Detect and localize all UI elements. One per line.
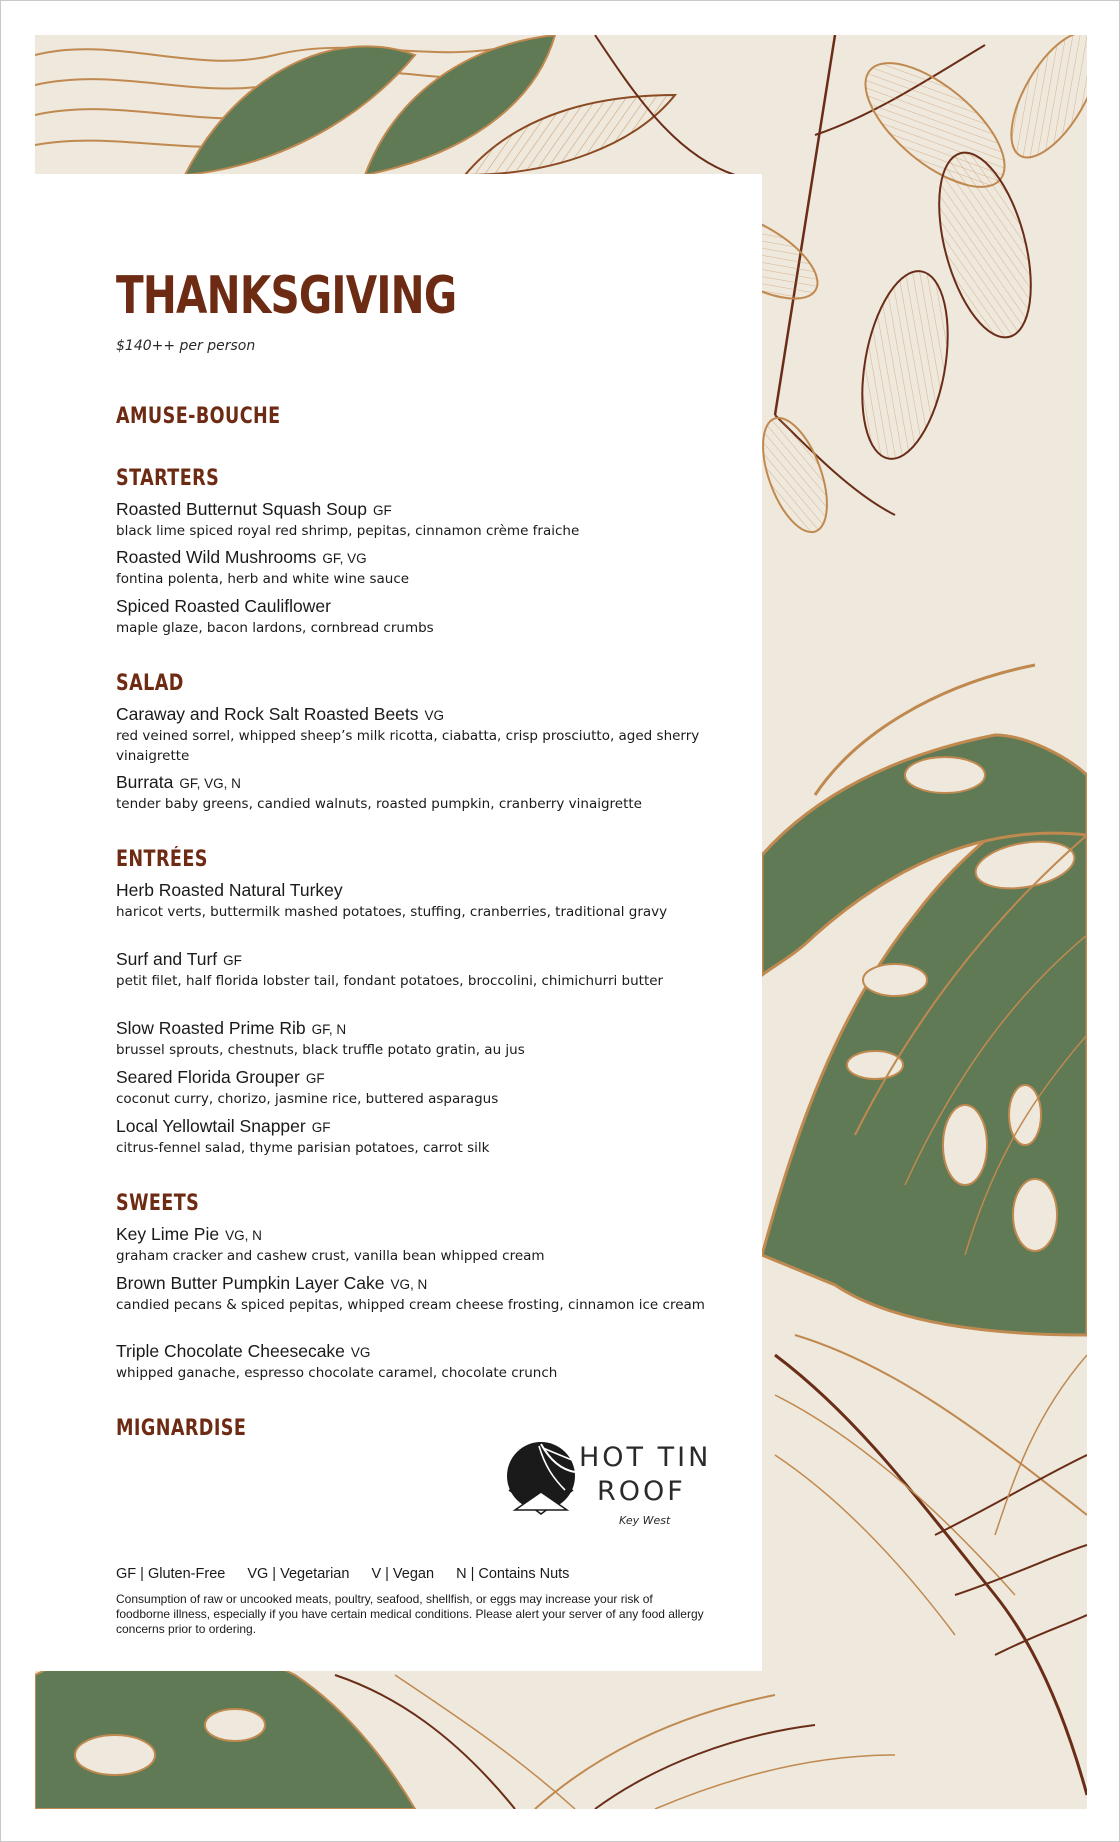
top-leaves — [35, 35, 735, 175]
hot-tin-roof-logo — [501, 1432, 741, 1542]
item-name: Caraway and Rock Salt Roasted Beets — [116, 704, 419, 724]
menu-item — [116, 880, 716, 922]
menu-item — [116, 596, 716, 638]
item-name: Slow Roasted Prime Rib — [116, 1018, 306, 1038]
item-name: Burrata — [116, 772, 174, 792]
item-name: Herb Roasted Natural Turkey — [116, 880, 343, 900]
item-description: brussel sprouts, chestnuts, black truffle potato gratin, au jus — [116, 1042, 525, 1058]
legend-vegan: V | Vegan — [371, 1566, 435, 1582]
legend-gluten-free: GF | Gluten-Free — [116, 1566, 226, 1582]
price-per-person: $140++ per person — [116, 338, 256, 354]
section-starters: STARTERS — [116, 466, 220, 491]
item-name: Triple Chocolate Cheesecake — [116, 1341, 345, 1361]
item-name: Roasted Wild Mushrooms — [116, 547, 317, 567]
item-name: Brown Butter Pumpkin Layer Cake — [116, 1273, 385, 1293]
item-name: Spiced Roasted Cauliflower — [116, 596, 331, 616]
item-tags: VG — [424, 708, 445, 723]
item-tags: GF, N — [311, 1022, 347, 1037]
item-tags: GF — [223, 953, 242, 968]
menu-item — [116, 1224, 716, 1266]
item-name: Key Lime Pie — [116, 1224, 220, 1244]
item-description: tender baby greens, candied walnuts, roasted pumpkin, cranberry vinaigrette — [116, 796, 642, 812]
item-description: maple glaze, bacon lardons, cornbread crumbs — [116, 620, 434, 636]
menu-item — [116, 1273, 716, 1315]
item-tags: VG, N — [390, 1277, 428, 1292]
menu-item — [116, 1067, 716, 1109]
item-description: fontina polenta, herb and white wine sauce — [116, 571, 410, 587]
logo-tagline: Key West — [619, 1514, 671, 1527]
menu-panel — [35, 174, 762, 1671]
menu-item — [116, 704, 716, 766]
section-entrees: ENTRÉES — [116, 847, 208, 872]
item-name: Roasted Butternut Squash Soup — [116, 499, 368, 519]
item-tags: GF — [305, 1071, 325, 1086]
item-description: black lime spiced royal red shrimp, pepitas, cinnamon crème fraiche — [116, 523, 580, 539]
menu-item — [116, 949, 716, 991]
menu-item — [116, 1116, 716, 1158]
section-salad: SALAD — [116, 671, 184, 696]
item-description: citrus-fennel salad, thyme parisian potatoes, carrot silk — [116, 1140, 490, 1156]
logo-line-1: HOT TIN — [579, 1442, 712, 1473]
item-description: candied pecans & spiced pepitas, whipped cream cheese frosting, cinnamon ice cream — [116, 1297, 705, 1313]
item-description: whipped ganache, espresso chocolate caramel, chocolate crunch — [116, 1365, 558, 1381]
item-description: graham cracker and cashew crust, vanilla bean whipped cream — [116, 1248, 545, 1264]
item-tags: GF — [373, 503, 392, 518]
item-description: coconut curry, chorizo, jasmine rice, buttered asparagus — [116, 1091, 499, 1107]
item-tags: GF, VG, N — [179, 776, 241, 791]
monstera-leaf — [762, 665, 1087, 1335]
palm-sun-logo-icon — [501, 1432, 581, 1532]
menu-item — [116, 547, 716, 589]
food-safety-disclaimer: Consumption of raw or uncooked meats, poultry, seafood, shellfish, or eggs may increase your risk of foodborne illness, especially if you have certain medical conditions. Please alert your server of any food allergy concerns prior to ordering. — [116, 1592, 704, 1636]
item-description: haricot verts, buttermilk mashed potatoes, stuffing, cranberries, traditional gravy — [116, 904, 668, 920]
item-name: Surf and Turf — [116, 949, 218, 969]
item-name: Seared Florida Grouper — [116, 1067, 300, 1087]
logo-line-2: ROOF — [597, 1476, 686, 1507]
item-tags: GF, VG — [322, 551, 367, 566]
item-description: red veined sorrel, whipped sheep’s milk ricotta, ciabatta, crisp prosciutto, aged sherry vinaigrette — [116, 728, 700, 764]
legend-vegetarian: VG | Vegetarian — [247, 1566, 350, 1582]
item-tags: VG — [350, 1345, 371, 1360]
item-description: petit filet, half florida lobster tail, fondant potatoes, broccolini, chimichurri butter — [116, 973, 664, 989]
page-title: THANKSGIVING — [116, 266, 457, 326]
legend-contains-nuts: N | Contains Nuts — [456, 1566, 570, 1582]
section-mignardise: MIGNARDISE — [116, 1416, 247, 1441]
dietary-legend — [116, 1566, 591, 1582]
section-amuse-bouche: AMUSE-BOUCHE — [116, 404, 281, 429]
bottom-right-leaves — [775, 1335, 1087, 1795]
menu-item — [116, 1018, 716, 1060]
menu-item — [116, 499, 716, 541]
item-name: Local Yellowtail Snapper — [116, 1116, 306, 1136]
menu-item — [116, 772, 716, 814]
item-tags: GF — [311, 1120, 331, 1135]
menu-item — [116, 1341, 716, 1383]
item-tags: VG, N — [225, 1228, 262, 1243]
section-sweets: SWEETS — [116, 1191, 200, 1216]
